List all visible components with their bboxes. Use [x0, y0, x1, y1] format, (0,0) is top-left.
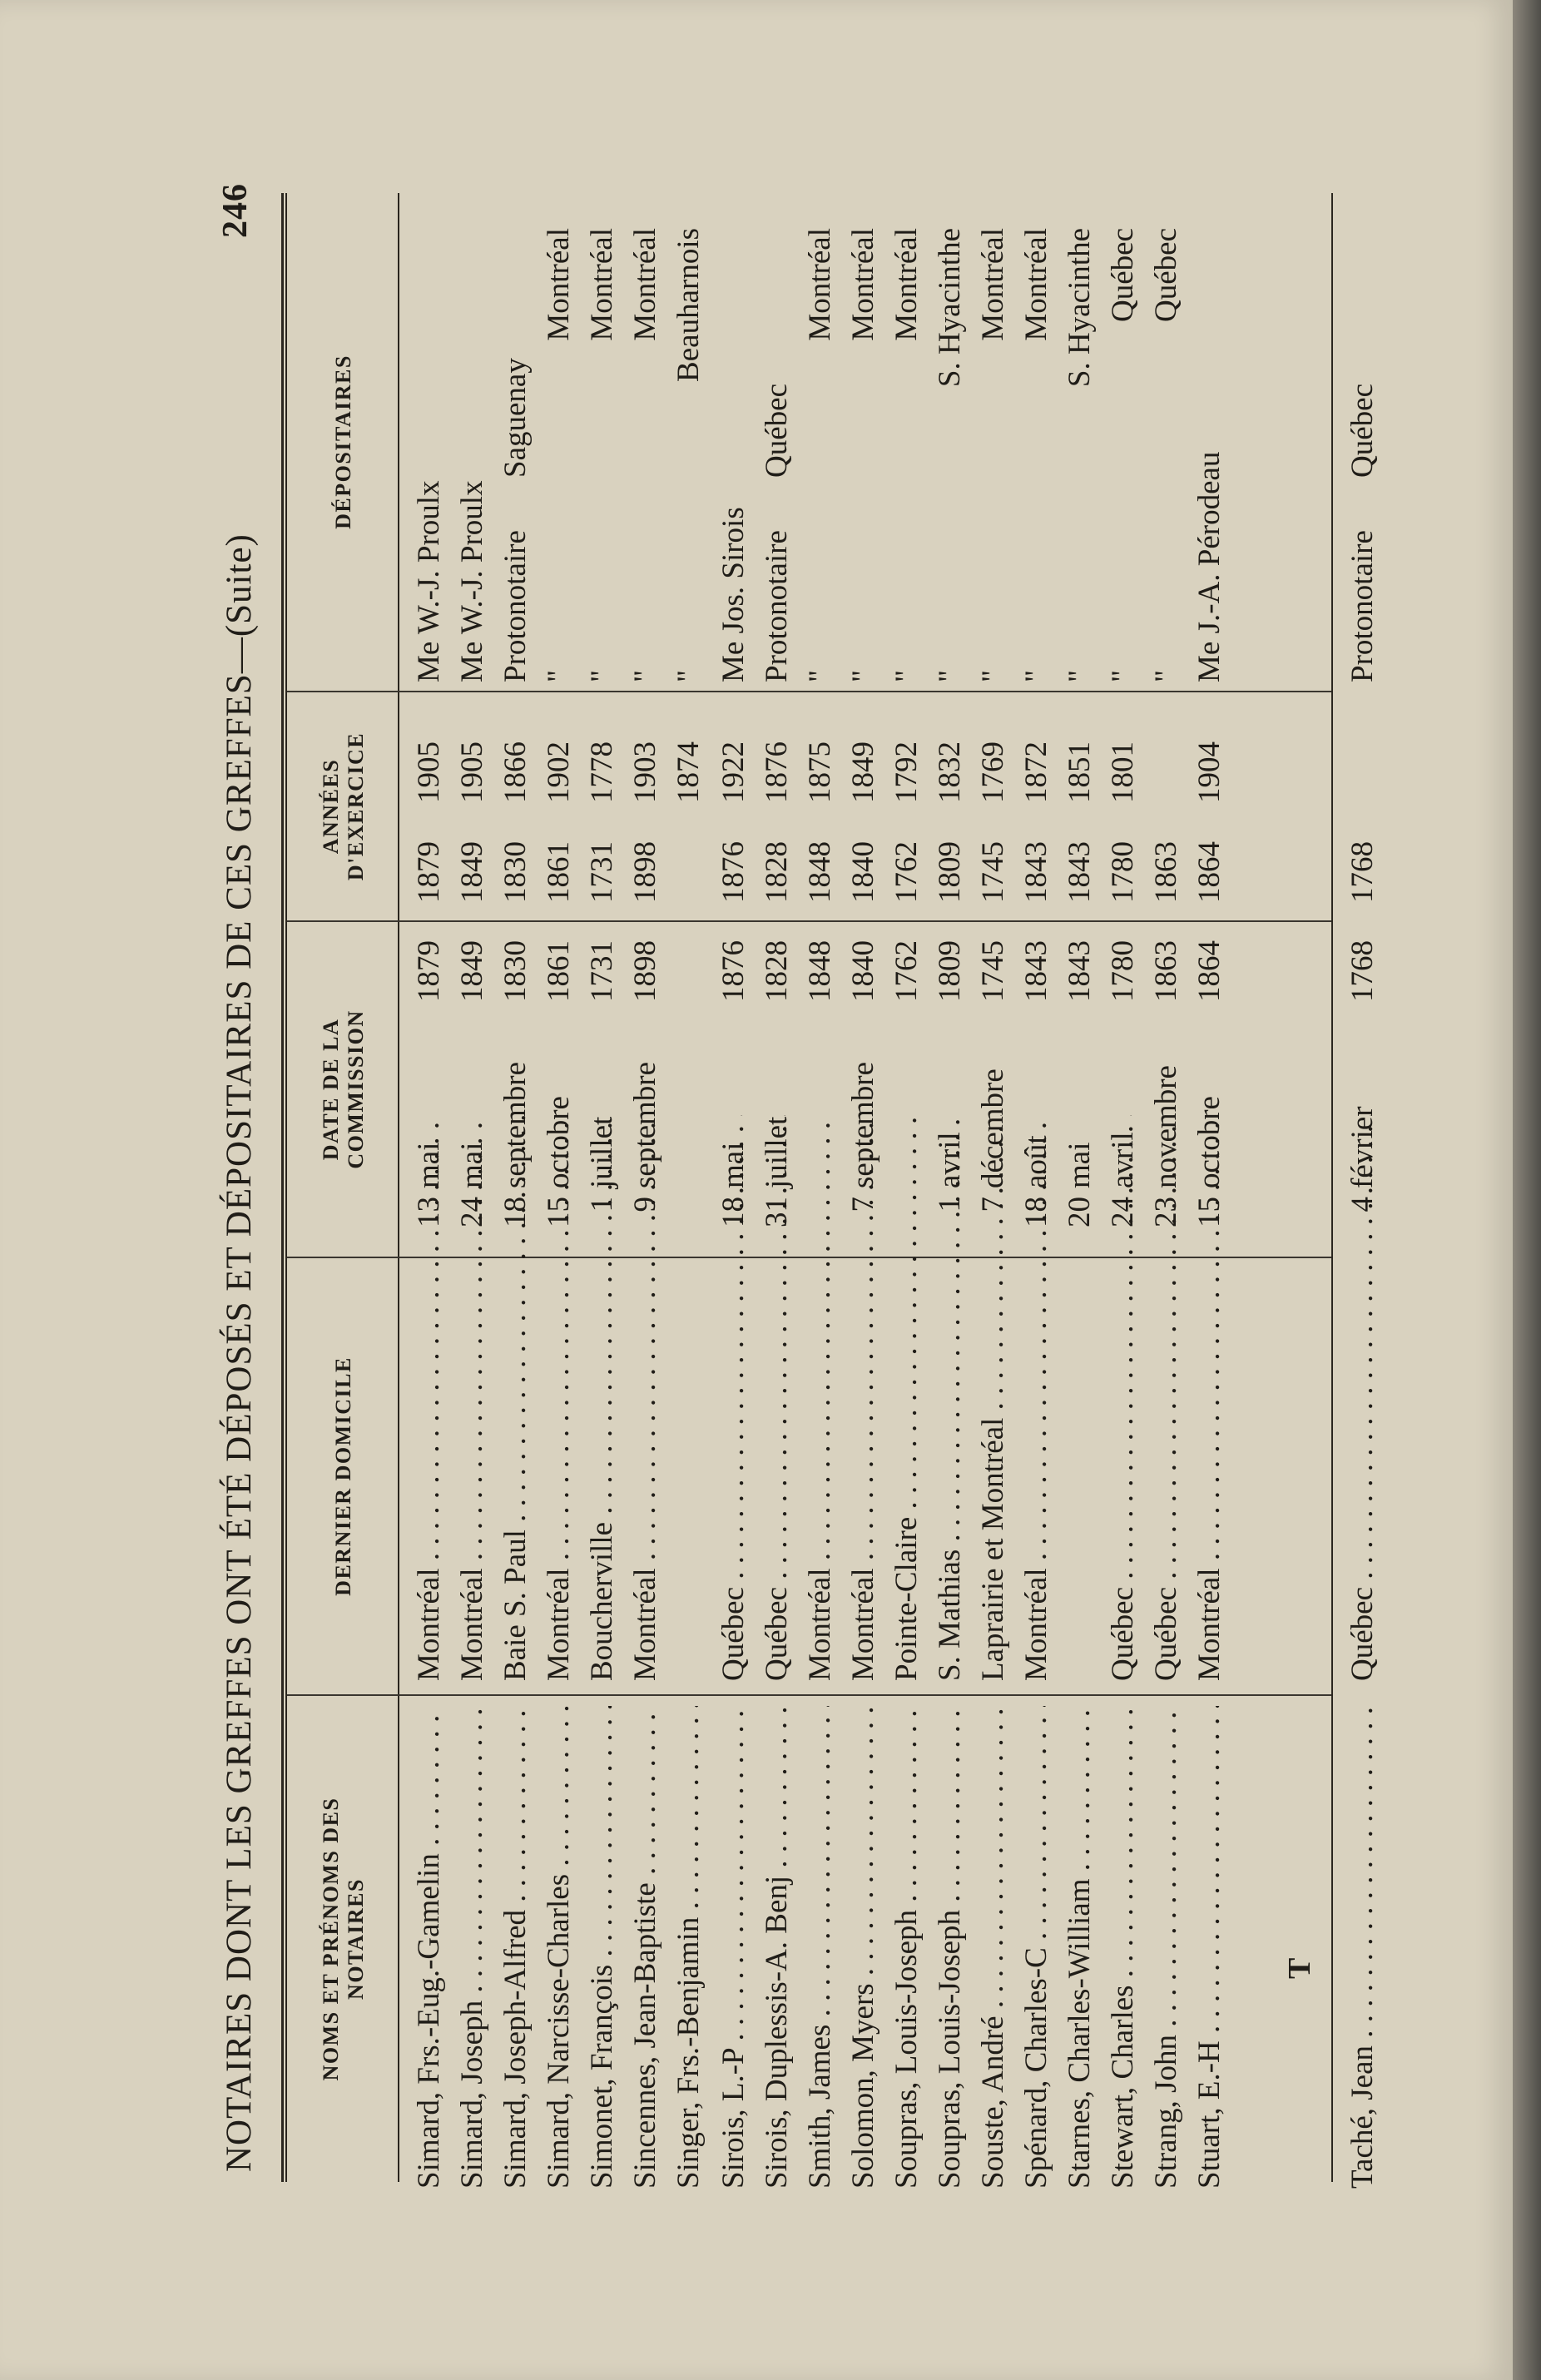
notary-name: Soupras, Louis-Joseph . . .	[889, 1706, 924, 2189]
commission-year: 1745	[976, 940, 1010, 1002]
depositaire-primary: "	[933, 669, 967, 682]
last-domicile: Québec . . .	[1148, 1115, 1184, 1681]
notary-name: Stuart, E.-H . . .	[1192, 1706, 1227, 2189]
depositaire-primary: "	[1063, 669, 1097, 682]
depositaire-location: Québec	[1149, 228, 1183, 322]
practice-year-from: 1863	[1149, 841, 1183, 903]
commission-day: 31	[760, 1197, 794, 1227]
practice-year-to: 1851	[1063, 741, 1097, 803]
last-domicile: Montréal . . .	[1018, 1115, 1054, 1681]
depositaire-location: S. Hyacinthe	[1063, 228, 1097, 388]
last-domicile: Baie S. Paul . . .	[498, 1115, 533, 1681]
notary-name: Simonet, François . . .	[584, 1706, 620, 2189]
commission-month: octobre	[1192, 1096, 1226, 1188]
depositaire-location: Montréal	[846, 228, 880, 341]
last-domicile: Montréal . . .	[1192, 1115, 1227, 1681]
practice-year-from: 1843	[1063, 841, 1097, 903]
commission-year: 1809	[933, 940, 967, 1002]
practice-year-to: 1801	[1106, 741, 1140, 803]
commission-day: 18	[1019, 1197, 1053, 1227]
practice-year-to: 1849	[846, 741, 880, 803]
commission-year: 1879	[412, 940, 446, 1002]
practice-year-to: 1872	[1019, 741, 1053, 803]
table-row	[1145, 0, 1190, 2380]
depositaire-location: S. Hyacinthe	[933, 228, 967, 388]
notary-name: Stewart, Charles . . .	[1105, 1706, 1141, 2189]
commission-year: 1780	[1106, 940, 1140, 1002]
column-header-domicile: DERNIER DOMICILE	[330, 1356, 355, 1596]
practice-year-to: 1903	[628, 741, 662, 803]
commission-day: 1	[933, 1197, 967, 1212]
table-row	[972, 0, 1017, 2380]
practice-year-from: 1879	[412, 841, 446, 903]
practice-year-from: 1745	[976, 841, 1010, 903]
practice-year-to: 1875	[803, 741, 837, 803]
commission-year: 1848	[803, 940, 837, 1002]
table-row	[494, 0, 539, 2380]
notary-name: Simard, Narcisse-Charles . . .	[541, 1706, 577, 2189]
practice-year-to: 1792	[889, 741, 924, 803]
depositaire-primary: Protonotaire	[760, 530, 794, 682]
commission-year: 1876	[716, 940, 751, 1002]
commission-year: 1828	[760, 940, 794, 1002]
commission-day: 18	[498, 1197, 533, 1227]
table-row	[712, 0, 757, 2380]
commission-day: 24	[1106, 1197, 1140, 1227]
depositaire-primary: Me J.-A. Pérodeau	[1192, 451, 1226, 682]
commission-year: 1843	[1063, 940, 1097, 1002]
table-row	[1102, 0, 1147, 2380]
section-letter-t: T	[1282, 1957, 1317, 1979]
practice-year-from: 1864	[1192, 841, 1226, 903]
practice-year-to: 1905	[455, 741, 489, 803]
last-domicile: Québec . . .	[1345, 1115, 1380, 1681]
column-header-names: NOMS ET PRÉNOMS DES NOTAIRES	[318, 1797, 368, 2081]
table-row	[756, 0, 800, 2380]
notary-name: Strang, John . . .	[1148, 1706, 1184, 2189]
table-bottom-rule	[1331, 193, 1333, 2182]
depositaire-primary: Me W.-J. Proulx	[455, 480, 489, 682]
commission-year: 1898	[628, 940, 662, 1002]
commission-month: mai	[412, 1142, 446, 1188]
practice-year-from: 1830	[498, 841, 533, 903]
commission-day: 18	[716, 1197, 751, 1227]
last-domicile: Québec . . .	[759, 1115, 795, 1681]
last-domicile: Montréal . . .	[541, 1115, 577, 1681]
practice-year-to: 1832	[933, 741, 967, 803]
depositaire-primary: "	[889, 669, 924, 682]
table-row	[538, 0, 582, 2380]
notary-name: Simard, Joseph-Alfred . . .	[498, 1706, 533, 2189]
practice-year-from: 1848	[803, 841, 837, 903]
column-head-rule	[398, 193, 399, 2182]
depositaire-location: Montréal	[585, 228, 619, 341]
table-row	[451, 0, 496, 2380]
practice-year-from: 1828	[760, 841, 794, 903]
commission-month: août	[1019, 1135, 1053, 1188]
depositaire-location: Montréal	[803, 228, 837, 341]
practice-year-from: 1861	[542, 841, 576, 903]
page-header	[212, 183, 262, 2189]
commission-month: mai	[716, 1142, 751, 1188]
depositaire-primary: Me Jos. Sirois	[716, 507, 751, 682]
depositaire-primary: "	[1106, 669, 1140, 682]
last-domicile: Montréal . . .	[802, 1115, 838, 1681]
header-rule-top	[281, 193, 284, 2182]
table-row	[1188, 0, 1233, 2380]
commission-year: 1843	[1019, 940, 1053, 1002]
commission-year: 1762	[889, 940, 924, 1002]
notary-name: Smith, James . . .	[802, 1706, 838, 2189]
depositaire-location: Québec	[1345, 384, 1380, 478]
depositaire-primary: "	[628, 669, 662, 682]
depositaire-primary: "	[585, 669, 619, 682]
commission-day: 9	[628, 1197, 662, 1212]
commission-year: 1861	[542, 940, 576, 1002]
commission-month: octobre	[542, 1096, 576, 1188]
notary-name: Soupras, Louis-Joseph . . .	[932, 1706, 968, 2189]
notary-name: Starnes, Charles-William . . .	[1062, 1706, 1098, 2189]
depositaire-location: Saguenay	[498, 358, 533, 478]
depositaire-location: Montréal	[628, 228, 662, 341]
last-domicile: Montréal . . .	[845, 1115, 881, 1681]
commission-month: novembre	[1149, 1065, 1183, 1188]
practice-year-from: 1731	[585, 841, 619, 903]
depositaire-location: Montréal	[889, 228, 924, 341]
column-header-date: DATE DE LA COMMISSION	[318, 1009, 368, 1169]
table-row	[408, 0, 453, 2380]
table-row	[842, 0, 887, 2380]
last-domicile: S. Mathias . . .	[932, 1115, 968, 1681]
commission-year: 1840	[846, 940, 880, 1002]
table-row	[929, 0, 974, 2380]
table-row	[1341, 0, 1386, 2380]
notary-name: Singer, Frs.-Benjamin . . .	[671, 1706, 706, 2189]
practice-year-to: 1905	[412, 741, 446, 803]
commission-day: 15	[542, 1197, 576, 1227]
practice-year-to: 1769	[976, 741, 1010, 803]
commission-day: 15	[1192, 1197, 1226, 1227]
page-number: 246	[216, 183, 255, 238]
commission-month: juillet	[585, 1116, 619, 1188]
practice-year-from: 1876	[716, 841, 751, 903]
practice-year-from: 1849	[455, 841, 489, 903]
last-domicile: Québec . . .	[716, 1115, 751, 1681]
table-row	[581, 0, 626, 2380]
practice-year-to: 1902	[542, 741, 576, 803]
depositaire-primary: "	[1019, 669, 1053, 682]
commission-day: 20	[1063, 1197, 1097, 1227]
last-domicile: Pointe-Claire . . .	[889, 1115, 924, 1681]
depositaire-location: Montréal	[542, 228, 576, 341]
depositaire-primary: "	[542, 669, 576, 682]
notary-name: Simard, Frs.-Eug.-Gamelin . . .	[411, 1706, 447, 2189]
commission-month: février	[1345, 1106, 1380, 1188]
commission-month: avril	[1106, 1132, 1140, 1188]
notary-name: Simard, Joseph . . .	[454, 1706, 490, 2189]
commission-day: 24	[455, 1197, 489, 1227]
commission-year: 1768	[1345, 940, 1380, 1002]
depositaire-primary: "	[846, 669, 880, 682]
depositaire-location: Montréal	[976, 228, 1010, 341]
practice-year-from: 1840	[846, 841, 880, 903]
depositaire-primary: Protonotaire	[1345, 530, 1380, 682]
practice-year-from: 1898	[628, 841, 662, 903]
depositaire-location: Montréal	[1019, 228, 1053, 341]
last-domicile: Montréal . . .	[454, 1115, 490, 1681]
commission-year: 1863	[1149, 940, 1183, 1002]
last-domicile: Montréal . . .	[627, 1115, 663, 1681]
depositaire-location: Québec	[760, 384, 794, 478]
practice-year-to: 1922	[716, 741, 751, 803]
notary-name: Sirois, L.-P . . .	[716, 1706, 751, 2189]
depositaire-primary: "	[803, 669, 837, 682]
commission-month: septembre	[628, 1061, 662, 1188]
table-row	[1015, 0, 1060, 2380]
commission-month: septembre	[498, 1061, 533, 1188]
notary-name: Solomon, Myers . . .	[845, 1706, 881, 2189]
commission-month: mai	[1063, 1142, 1097, 1188]
table-row	[885, 0, 930, 2380]
notary-name: Sincennes, Jean-Baptiste . . .	[627, 1706, 663, 2189]
commission-year: 1830	[498, 940, 533, 1002]
practice-year-from: 1762	[889, 841, 924, 903]
commission-day: 7	[976, 1197, 1010, 1212]
practice-year-from: 1768	[1345, 841, 1380, 903]
depositaire-location: Québec	[1106, 228, 1140, 322]
practice-year-to: 1874	[671, 741, 706, 803]
last-domicile: Montréal . . .	[411, 1115, 447, 1681]
commission-month: avril	[933, 1132, 967, 1188]
commission-year: 1849	[455, 940, 489, 1002]
header-rule-bottom	[285, 193, 287, 2182]
practice-year-to: 1866	[498, 741, 533, 803]
notary-name: Spénard, Charles-C . . .	[1018, 1706, 1054, 2189]
last-domicile: Boucherville . . .	[584, 1115, 620, 1681]
depositaire-primary: "	[671, 669, 706, 682]
depositaire-primary: "	[1149, 669, 1183, 682]
commission-day: 23	[1149, 1197, 1183, 1227]
column-header-depositaires: DÉPOSITAIRES	[330, 355, 355, 529]
notary-name: Sirois, Duplessis-A. Benj . . .	[759, 1706, 795, 2189]
table-row	[1058, 0, 1103, 2380]
commission-day: 4	[1345, 1197, 1380, 1212]
last-domicile: Laprairie et Montréal . . .	[975, 1115, 1011, 1681]
commission-month: septembre	[846, 1061, 880, 1188]
depositaire-location: Beauharnois	[671, 228, 706, 382]
commission-day: 13	[412, 1197, 446, 1227]
page-title: NOTAIRES DONT LES GREFFES ONT ÉTÉ DÉPOSÉS ET DÉPOSITAIRES DE CES GREFFES—(Suite)	[220, 533, 259, 2172]
commission-year: 1731	[585, 940, 619, 1002]
commission-year: 1864	[1192, 940, 1226, 1002]
depositaire-primary: "	[976, 669, 1010, 682]
notary-name: Souste, André . . .	[975, 1706, 1011, 2189]
last-domicile: Québec . . .	[1105, 1115, 1141, 1681]
depositaire-primary: Protonotaire	[498, 530, 533, 682]
commission-day: 1	[585, 1197, 619, 1212]
table-row	[624, 0, 669, 2380]
depositaire-primary: Me W.-J. Proulx	[412, 480, 446, 682]
commission-month: mai	[455, 1142, 489, 1188]
practice-year-from: 1780	[1106, 841, 1140, 903]
commission-month: décembre	[976, 1069, 1010, 1188]
notary-name: Taché, Jean . . .	[1345, 1706, 1380, 2189]
table-row	[667, 0, 712, 2380]
practice-year-from: 1843	[1019, 841, 1053, 903]
practice-year-to: 1778	[585, 741, 619, 803]
commission-day: 7	[846, 1197, 880, 1212]
practice-year-to: 1904	[1192, 741, 1226, 803]
column-header-years: ANNÉES D'EXERCICE	[318, 731, 368, 881]
commission-month: juillet	[760, 1116, 794, 1188]
practice-year-from: 1809	[933, 841, 967, 903]
table-row	[799, 0, 844, 2380]
practice-year-to: 1876	[760, 741, 794, 803]
